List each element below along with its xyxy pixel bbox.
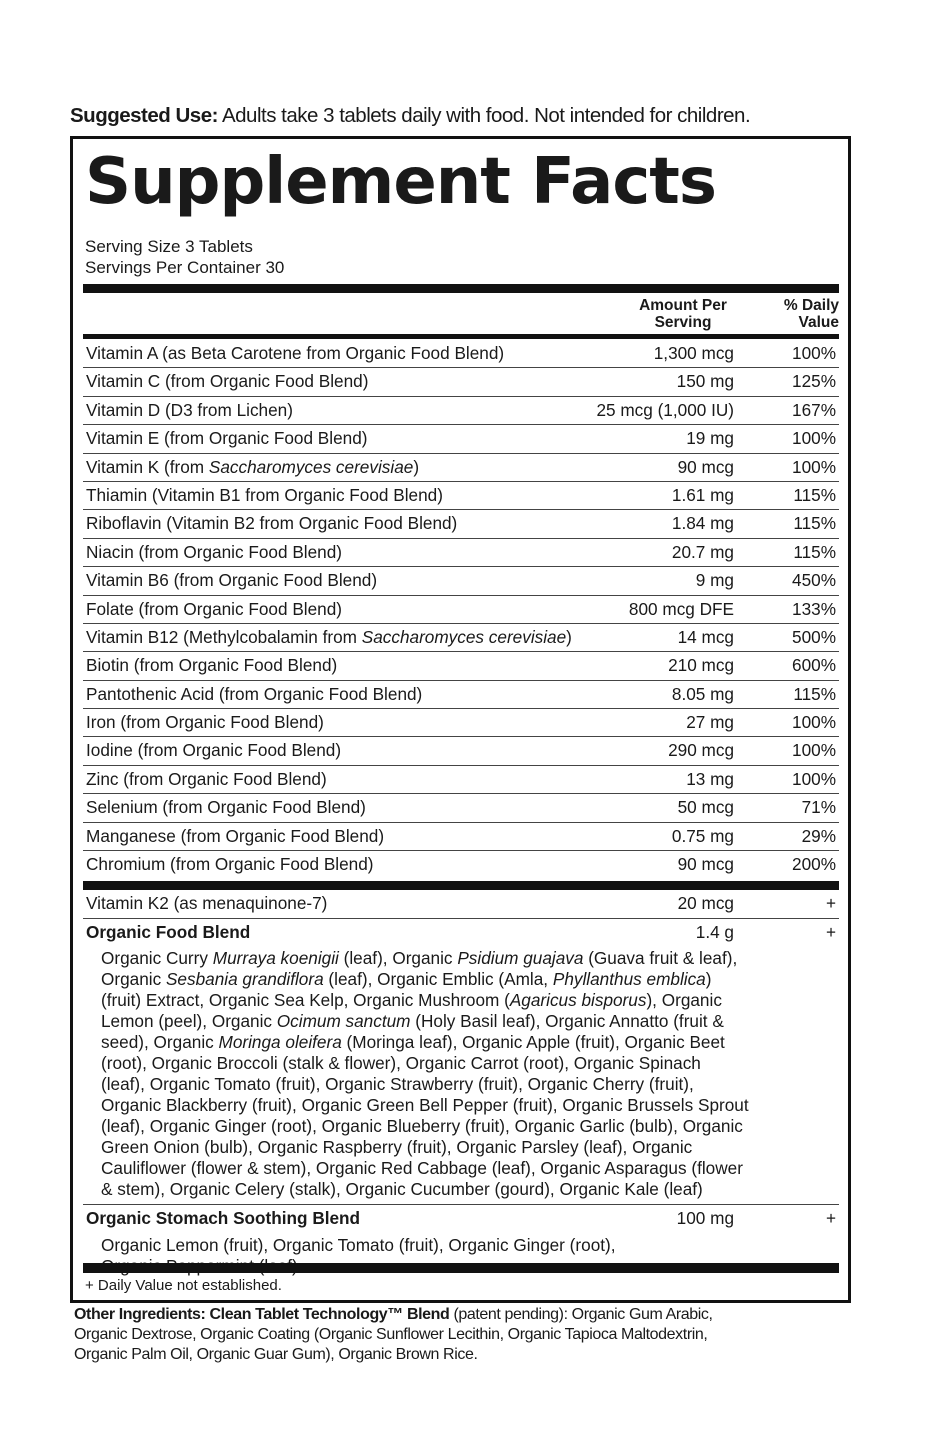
table-row <box>83 425 839 453</box>
blend-amount: 1.4 g <box>695 921 734 942</box>
blend-line: Organic Lemon (fruit), Organic Tomato (fruit), Organic Ginger (root), <box>101 1234 616 1255</box>
nutrient-amount: 20.7 mg <box>671 541 734 562</box>
column-header-dv-line2: Value <box>798 314 839 331</box>
nutrient-amount: 9 mg <box>695 570 734 591</box>
table-row <box>83 397 839 425</box>
nutrient-dv: 133% <box>792 598 836 619</box>
nutrient-dv: 115% <box>793 513 836 534</box>
table-row <box>83 454 839 482</box>
medium-divider <box>83 334 839 339</box>
column-header-dv <box>759 297 839 331</box>
other-ingredients <box>74 1305 854 1365</box>
blend-line: Cauliflower (flower & stem), Organic Red Cabbage (leaf), Organic Asparagus (flower <box>101 1158 743 1179</box>
nutrient-dv: 115% <box>793 683 836 704</box>
blend-amount: 100 mg <box>676 1208 734 1229</box>
nutrient-amount: 27 mg <box>686 712 734 733</box>
nutrient-dv: 100% <box>792 343 836 363</box>
table-row <box>83 624 839 652</box>
nutrient-table <box>83 340 839 1277</box>
nutrient-amount: 1.61 mg <box>671 484 734 505</box>
nutrient-dv: + <box>825 893 836 914</box>
nutrient-amount: 90 mcg <box>677 854 734 875</box>
blend-line: seed), Organic Moringa oleifera (Moringa leaf), Organic Apple (fruit), Organic Beet <box>101 1032 725 1053</box>
nutrient-dv: 71% <box>801 797 836 818</box>
serving-size: Serving Size 3 Tablets <box>85 237 253 256</box>
nutrient-amount: 150 mg <box>676 371 734 392</box>
nutrient-amount: 20 mcg <box>677 893 734 914</box>
table-row <box>83 652 839 680</box>
table-row <box>83 567 839 595</box>
nutrient-dv: 167% <box>792 399 836 420</box>
nutrient-amount: 90 mcg <box>677 456 734 477</box>
nutrient-dv: 115% <box>793 541 836 562</box>
nutrient-name: Vitamin K2 (as menaquinone-7) <box>86 893 328 914</box>
nutrient-amount: 25 mcg (1,000 IU) <box>596 399 734 420</box>
column-header-amount-line1: Amount Per <box>639 297 727 314</box>
blend-dv: + <box>825 921 836 942</box>
blend-line: Lemon (peel), Organic Ocimum sanctum (Holy Basil leaf), Organic Annatto (fruit & <box>101 1011 724 1032</box>
blend-line: (root), Organic Broccoli (stalk & flower), Organic Carrot (root), Organic Spinach <box>101 1053 701 1074</box>
nutrient-name: Selenium (from Organic Food Blend) <box>86 797 366 818</box>
blend-dv: + <box>825 1208 836 1229</box>
nutrient-rows <box>83 340 839 878</box>
table-row <box>83 851 839 878</box>
table-row <box>83 681 839 709</box>
nutrient-name: Manganese (from Organic Food Blend) <box>86 825 385 846</box>
nutrient-amount: 1.84 mg <box>671 513 734 534</box>
nutrient-dv: 100% <box>792 768 836 789</box>
nutrient-name: Pantothenic Acid (from Organic Food Blend) <box>86 683 423 704</box>
nutrient-amount: 19 mg <box>686 428 734 449</box>
nutrient-name: Iron (from Organic Food Blend) <box>86 712 324 733</box>
nutrient-amount: 50 mcg <box>677 797 734 818</box>
blend-line: (leaf), Organic Tomato (fruit), Organic Strawberry (fruit), Organic Cherry (fruit), <box>101 1074 694 1095</box>
nutrient-dv: 115% <box>793 484 836 505</box>
nutrient-name: Folate (from Organic Food Blend) <box>86 598 343 619</box>
table-row <box>83 737 839 765</box>
table-row-vitamin-k2 <box>83 890 839 918</box>
table-row <box>83 794 839 822</box>
blend-line: Organic Curry Murraya koenigii (leaf), Organic Psidium guajava (Guava fruit & leaf), <box>101 948 738 969</box>
table-row <box>83 766 839 794</box>
table-row <box>83 510 839 538</box>
nutrient-name: Zinc (from Organic Food Blend) <box>86 768 327 789</box>
panel-title: Supplement Facts <box>85 145 716 219</box>
suggested-use <box>70 104 870 128</box>
column-header-amount-line2: Serving <box>654 314 712 331</box>
blend-line: & stem), Organic Celery (stalk), Organic Cucumber (gourd), Organic Kale (leaf) <box>101 1179 703 1200</box>
nutrient-amount: 14 mcg <box>677 626 734 647</box>
other-ingredients-label: Other Ingredients: Clean Tablet Technology™ Blend <box>74 1306 450 1323</box>
nutrient-amount: 1,300 mcg <box>653 343 734 363</box>
nutrient-dv: 100% <box>792 428 836 449</box>
nutrient-amount: 800 mcg DFE <box>628 598 734 619</box>
blend-line: (fruit) Extract, Organic Sea Kelp, Organic Mushroom (Agaricus bisporus), Organic <box>101 990 722 1011</box>
nutrient-amount: 290 mcg <box>668 740 734 761</box>
nutrient-dv: 100% <box>792 712 836 733</box>
table-row-organic-food-blend <box>83 919 839 946</box>
nutrient-dv: 200% <box>792 854 836 875</box>
column-header-amount <box>613 297 753 331</box>
nutrient-name: Riboflavin (Vitamin B2 from Organic Food Blend) <box>86 513 458 534</box>
nutrient-dv: 100% <box>792 740 836 761</box>
nutrient-name: Vitamin D (D3 from Lichen) <box>86 399 293 420</box>
nutrient-dv: 450% <box>792 570 836 591</box>
suggested-use-label: Suggested Use: <box>70 104 218 127</box>
supplement-facts-panel <box>70 136 851 1303</box>
nutrient-amount: 210 mcg <box>668 655 734 676</box>
other-ingredients-line2: Organic Dextrose, Organic Coating (Organic Sunflower Lecithin, Organic Tapioca Maltodextrin, <box>74 1326 708 1343</box>
table-row <box>83 709 839 737</box>
thick-divider <box>83 1263 839 1273</box>
nutrient-name: Vitamin K (from Saccharomyces cerevisiae) <box>86 456 420 477</box>
nutrient-dv: 125% <box>792 371 836 392</box>
blend-line: Organic Blackberry (fruit), Organic Green Bell Pepper (fruit), Organic Brussels Sprout <box>101 1095 749 1116</box>
column-header-dv-line1: % Daily <box>783 297 839 314</box>
nutrient-name: Chromium (from Organic Food Blend) <box>86 854 374 875</box>
nutrient-dv: 29% <box>801 825 836 846</box>
nutrient-name: Biotin (from Organic Food Blend) <box>86 655 338 676</box>
nutrient-name: Vitamin B6 (from Organic Food Blend) <box>86 570 378 591</box>
table-row <box>83 539 839 567</box>
nutrient-amount: 8.05 mg <box>671 683 734 704</box>
thick-divider <box>83 881 839 890</box>
nutrient-amount: 0.75 mg <box>671 825 734 846</box>
other-ingredients-line3: Organic Palm Oil, Organic Guar Gum), Organic Brown Rice. <box>74 1346 478 1363</box>
nutrient-name: Vitamin E (from Organic Food Blend) <box>86 428 368 449</box>
blend-name: Organic Stomach Soothing Blend <box>86 1208 361 1229</box>
organic-food-blend-ingredients <box>83 946 839 1205</box>
blend-line: (leaf), Organic Ginger (root), Organic Blueberry (fruit), Organic Garlic (bulb), Organic <box>101 1116 743 1137</box>
nutrient-dv: 600% <box>792 655 836 676</box>
blend-line: Organic Sesbania grandiflora (leaf), Organic Emblic (Amla, Phyllanthus emblica) <box>101 969 712 990</box>
table-row <box>83 368 839 396</box>
nutrient-name: Vitamin A (as Beta Carotene from Organic Food Blend) <box>86 343 505 363</box>
table-row <box>83 823 839 851</box>
other-ingredients-text: (patent pending): Organic Gum Arabic, <box>449 1306 713 1323</box>
table-row <box>83 340 839 368</box>
other-ingredients-line1 <box>74 1305 854 1325</box>
blend-name: Organic Food Blend <box>86 921 251 942</box>
nutrient-name: Iodine (from Organic Food Blend) <box>86 740 342 761</box>
footnote: + Daily Value not established. <box>85 1277 282 1294</box>
table-row-stomach-blend <box>83 1205 839 1232</box>
nutrient-name: Vitamin B12 (Methylcobalamin from Saccharomyces cerevisiae) <box>86 626 572 647</box>
nutrient-name: Thiamin (Vitamin B1 from Organic Food Blend) <box>86 484 443 505</box>
servings-per-container: Servings Per Container 30 <box>85 258 285 277</box>
nutrient-amount: 13 mg <box>686 768 734 789</box>
nutrient-dv: 100% <box>792 456 836 477</box>
nutrient-name: Niacin (from Organic Food Blend) <box>86 541 342 562</box>
thick-divider <box>83 284 839 293</box>
suggested-use-text: Adults take 3 tablets daily with food. Not intended for children. <box>217 104 751 127</box>
table-row <box>83 596 839 624</box>
table-row <box>83 482 839 510</box>
nutrient-dv: 500% <box>792 626 836 647</box>
nutrient-name: Vitamin C (from Organic Food Blend) <box>86 371 369 392</box>
blend-line: Green Onion (bulb), Organic Raspberry (fruit), Organic Parsley (leaf), Organic <box>101 1137 693 1158</box>
